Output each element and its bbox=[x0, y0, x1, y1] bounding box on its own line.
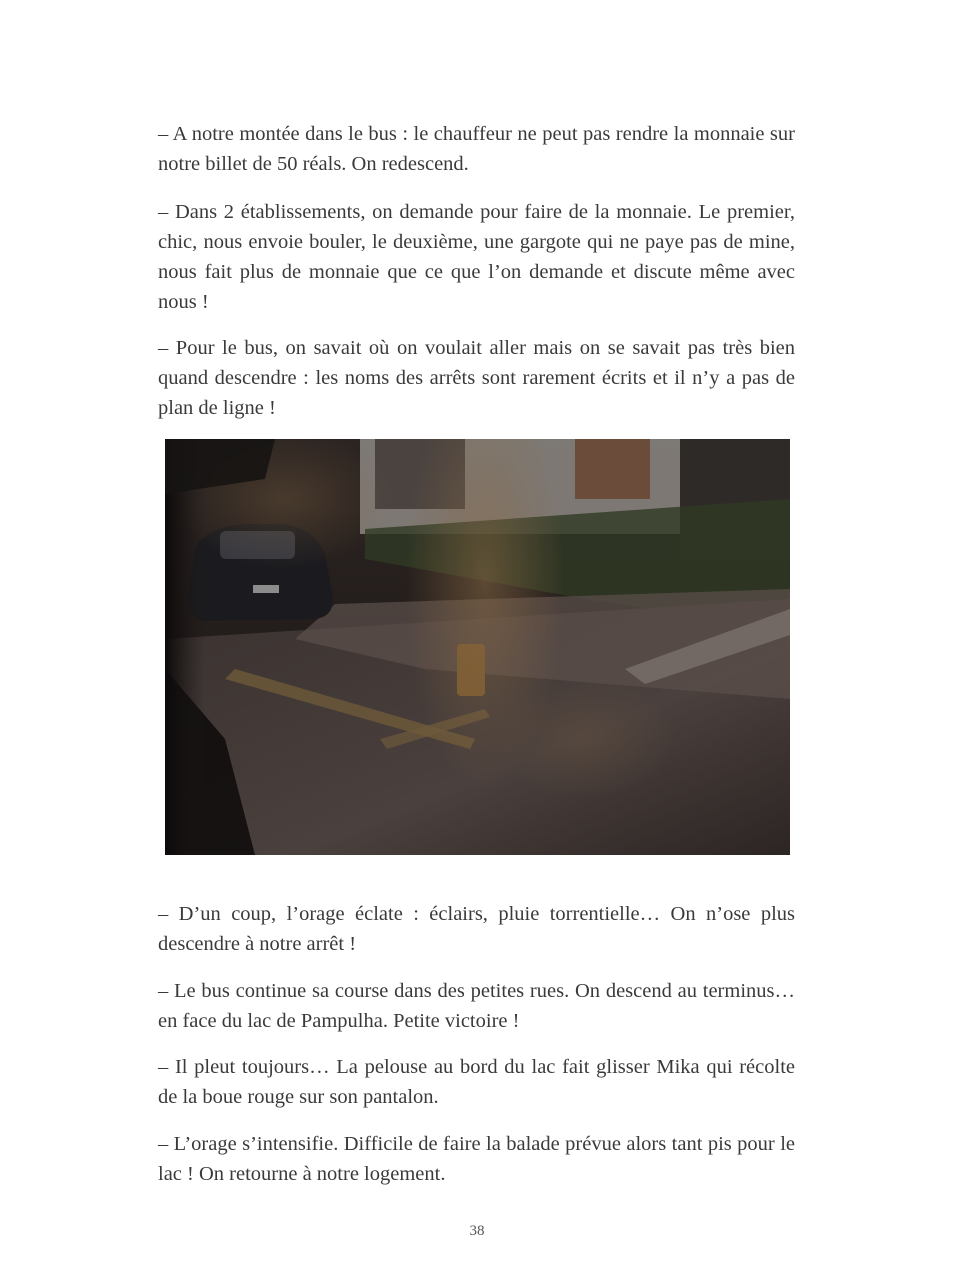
paragraph-storm-intensifies: – L’orage s’intensifie. Difficile de faire la balade prévue alors tant pis pour le lac ! On retourne à notre logement. bbox=[158, 1133, 795, 1185]
paragraph-terminus: – Le bus continue sa course dans des petites rues. On descend au terminus… en face du lac de Pampulha. Petite victoire ! bbox=[158, 980, 795, 1032]
rainy-street-photo bbox=[165, 439, 790, 855]
paragraph-storm: – D’un coup, l’orage éclate : éclairs, pluie torrentielle… On n’ose plus descendre à notre arrêt ! bbox=[158, 903, 795, 955]
paragraph-rain-continues: – Il pleut toujours… La pelouse au bord du lac fait glisser Mika qui récolte de la boue rouge sur son pantalon. bbox=[158, 1056, 795, 1108]
paragraph-bus-stops: – Pour le bus, on savait où on voulait aller mais on se savait pas très bien quand descendre : les noms des arrêts sont rarement écrits et il n’y a pas de plan de ligne ! bbox=[158, 337, 795, 419]
page-number: 38 bbox=[469, 1223, 485, 1239]
paragraph-bus-boarding: – A notre montée dans le bus : le chauffeur ne peut pas rendre la monnaie sur notre billet de 50 réals. On redescend. bbox=[158, 123, 795, 175]
paragraph-change-money: – Dans 2 établissements, on demande pour faire de la monnaie. Le premier, chic, nous envoie bouler, le deuxième, une gargote qui ne paye pas de mine, nous fait plus de monnaie que ce que l’on demande et discute même avec nous ! bbox=[158, 201, 795, 313]
